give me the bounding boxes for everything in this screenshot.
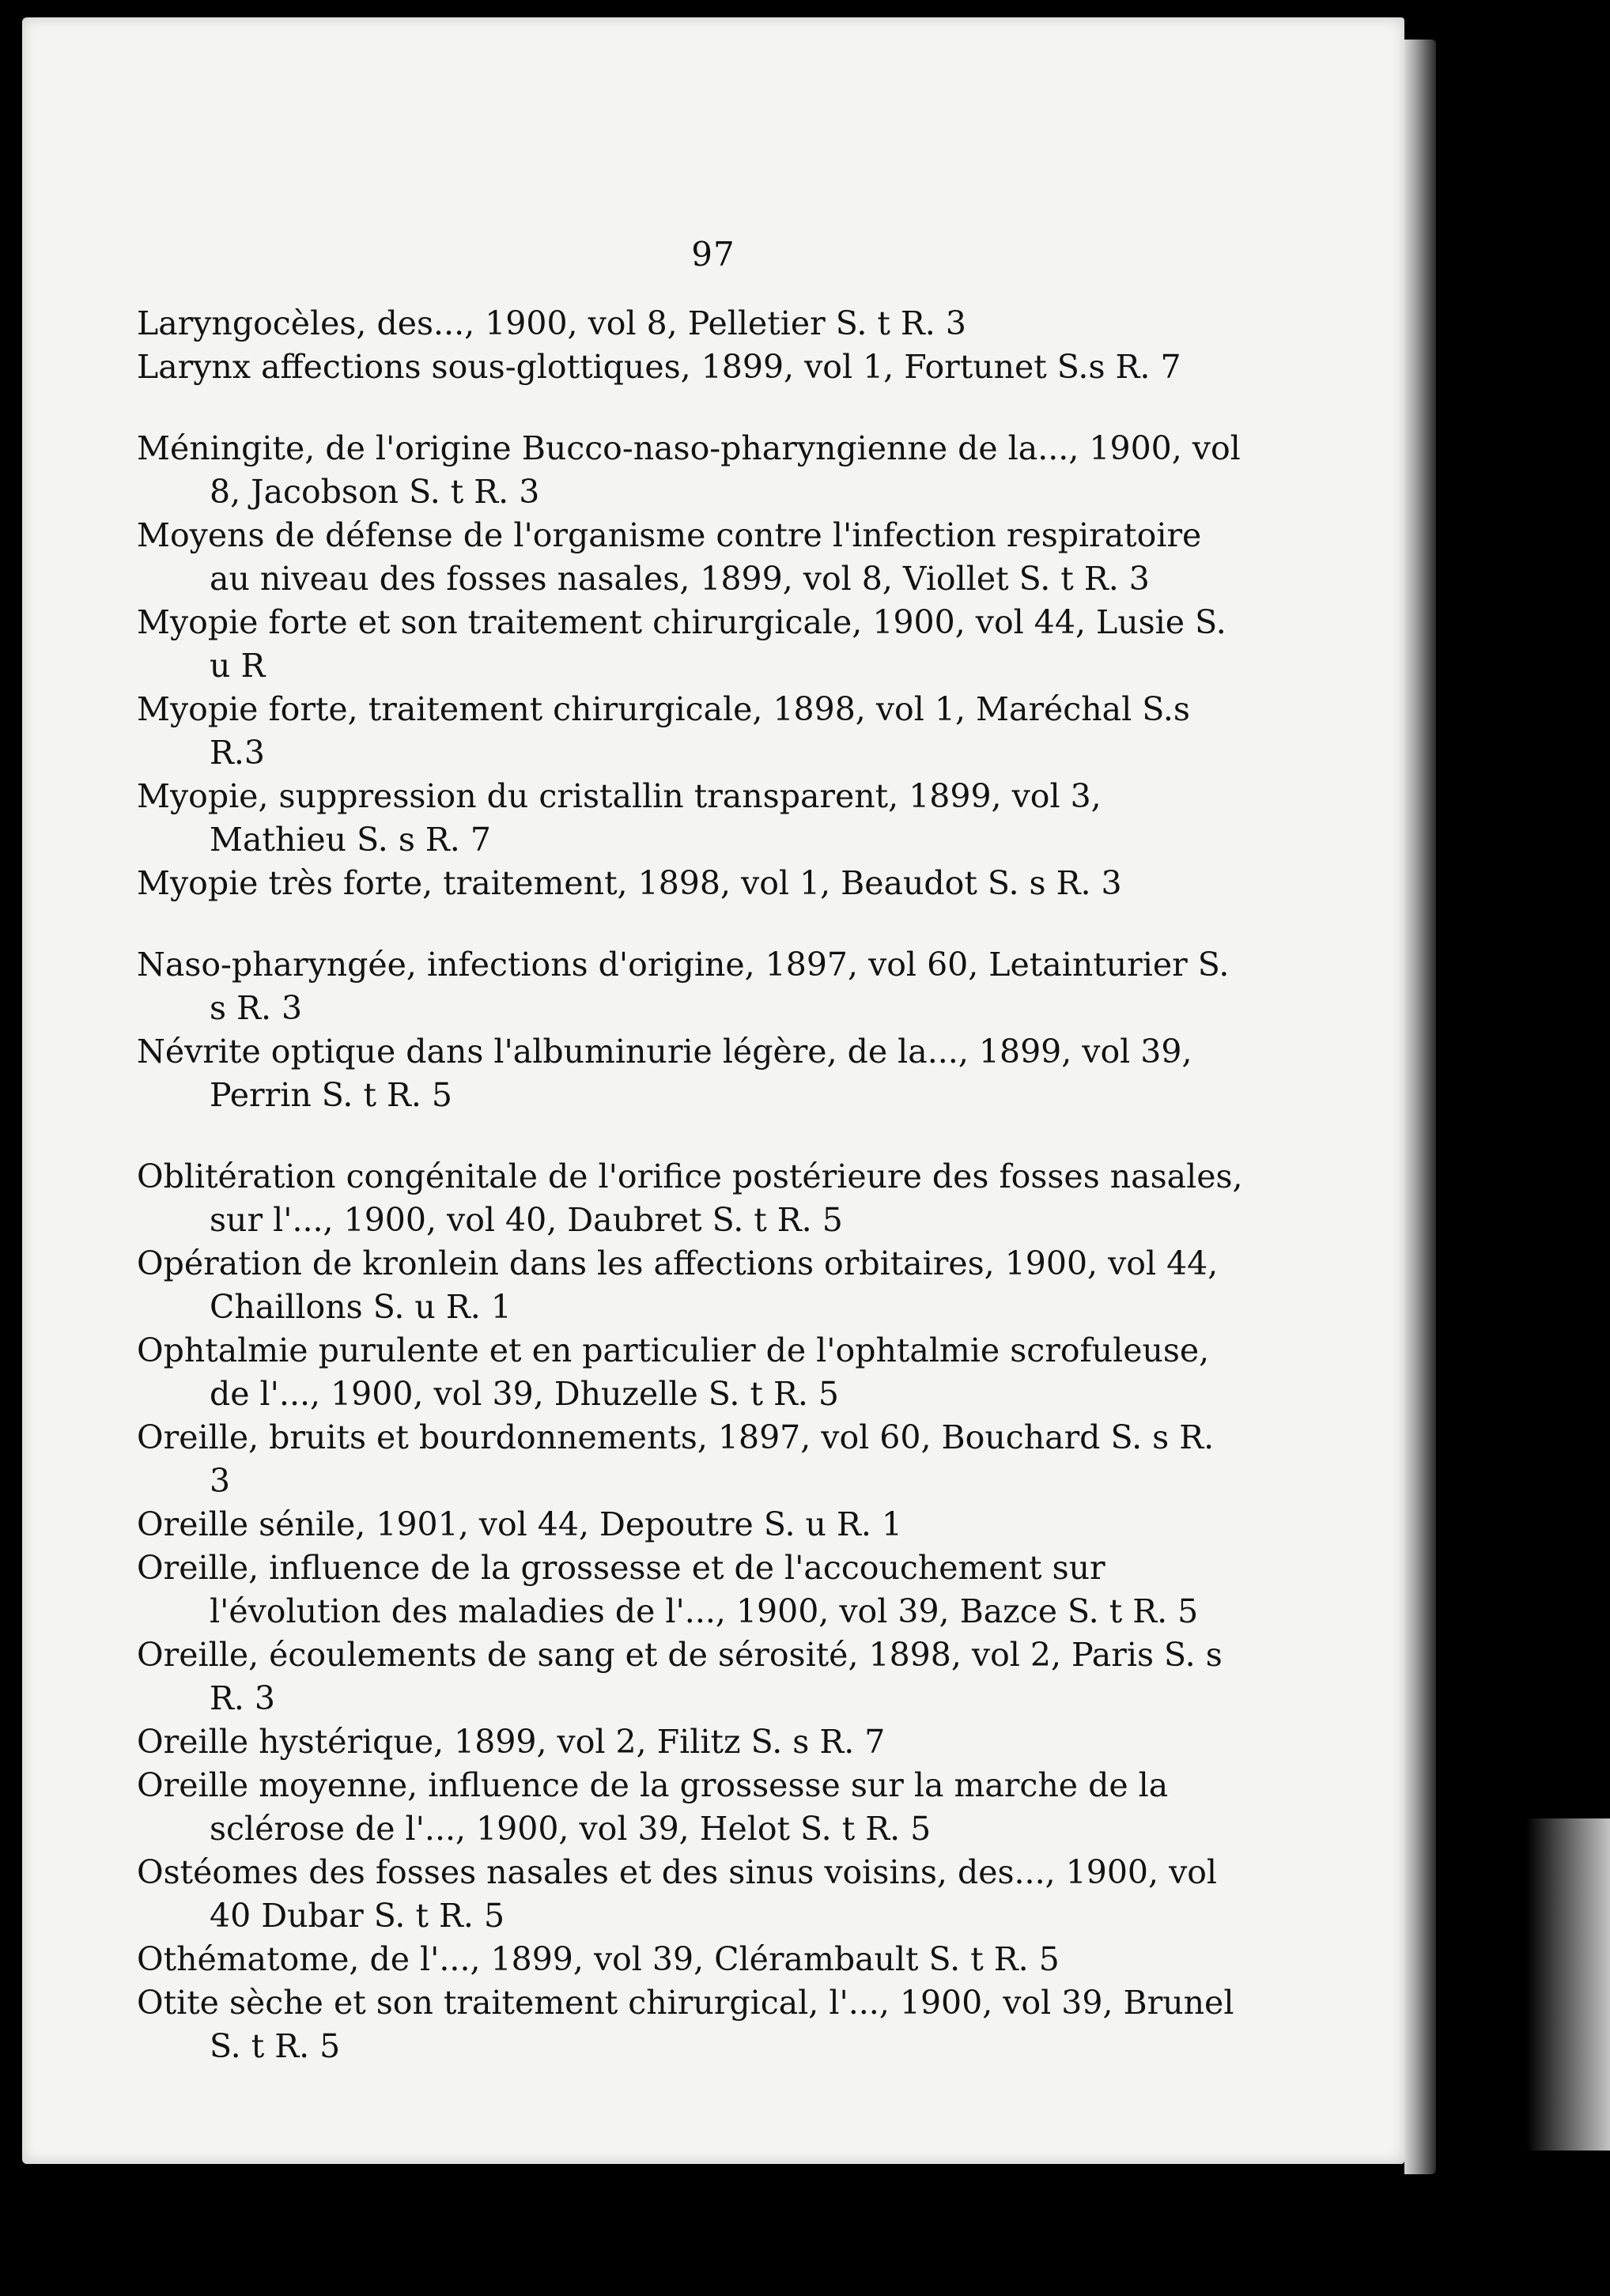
index-entry: Névrite optique dans l'albuminurie légère, de la..., 1899, vol 39, Perrin S. t R. 5 bbox=[137, 1033, 1192, 1114]
index-entry: Myopie très forte, traitement, 1898, vol 1, Beaudot S. s R. 3 bbox=[137, 864, 1122, 902]
index-entry: Laryngocèles, des..., 1900, vol 8, Pelletier S. t R. 3 bbox=[137, 304, 966, 342]
index-entry: Ophtalmie purulente et en particulier de l'ophtalmie scrofuleuse, de l'..., 1900, vol 39, Dhuzelle S. t R. 5 bbox=[137, 1331, 1210, 1413]
page-number: 97 bbox=[691, 235, 735, 274]
index-entry: Oreille, écoulements de sang et de sérosité, 1898, vol 2, Paris S. s R. 3 bbox=[137, 1636, 1223, 1717]
index-entry: Myopie forte et son traitement chirurgicale, 1900, vol 44, Lusie S. u R bbox=[137, 603, 1226, 685]
index-entry: Oreille hystérique, 1899, vol 2, Filitz S. s R. 7 bbox=[137, 1723, 886, 1761]
index-entry: Othématome, de l'..., 1899, vol 39, Clérambault S. t R. 5 bbox=[137, 1940, 1060, 1978]
index-entry: Larynx affections sous-glottiques, 1899, vol 1, Fortunet S.s R. 7 bbox=[137, 348, 1181, 386]
section-gap bbox=[137, 389, 1244, 427]
index-entry: Otite sèche et son traitement chirurgical, l'..., 1900, vol 39, Brunel S. t R. 5 bbox=[137, 1984, 1234, 2065]
index-entry: Oreille, influence de la grossesse et de l'accouchement sur l'évolution des maladies de l'..., 1900, vol 39, Bazce S. t R. 5 bbox=[137, 1549, 1199, 1630]
section-gap bbox=[137, 905, 1244, 943]
index-entry: Méningite, de l'origine Bucco-naso-pharyngienne de la..., 1900, vol 8, Jacobson S. t R. 3 bbox=[137, 429, 1241, 511]
index-entry: Oreille sénile, 1901, vol 44, Depoutre S. u R. 1 bbox=[137, 1505, 903, 1543]
index-entries bbox=[137, 302, 1244, 2068]
index-entry: Moyens de défense de l'organisme contre l'infection respiratoire au niveau des fosses nasales, 1899, vol 8, Viollet S. t R. 3 bbox=[137, 516, 1202, 598]
index-entry: Myopie forte, traitement chirurgicale, 1898, vol 1, Maréchal S.s R.3 bbox=[137, 690, 1190, 772]
index-entry: Ostéomes des fosses nasales et des sinus voisins, des..., 1900, vol 40 Dubar S. t R. 5 bbox=[137, 1853, 1218, 1935]
page-edge bbox=[1404, 40, 1436, 2174]
scan-glare bbox=[1526, 1818, 1610, 2151]
document-page bbox=[22, 17, 1404, 2164]
index-entry: Oblitération congénitale de l'orifice postérieure des fosses nasales, sur l'..., 1900, vol 40, Daubret S. t R. 5 bbox=[137, 1157, 1243, 1239]
index-entry: Naso-pharyngée, infections d'origine, 1897, vol 60, Letainturier S. s R. 3 bbox=[137, 946, 1230, 1027]
index-entry: Opération de kronlein dans les affections orbitaires, 1900, vol 44, Chaillons S. u R. 1 bbox=[137, 1244, 1219, 1326]
index-entry: Oreille, bruits et bourdonnements, 1897, vol 60, Bouchard S. s R. 3 bbox=[137, 1418, 1215, 1500]
index-entry: Myopie, suppression du cristallin transparent, 1899, vol 3, Mathieu S. s R. 7 bbox=[137, 777, 1102, 859]
section-gap bbox=[137, 1117, 1244, 1155]
index-entry: Oreille moyenne, influence de la grossesse sur la marche de la sclérose de l'..., 1900, vol 39, Helot S. t R. 5 bbox=[137, 1766, 1169, 1848]
